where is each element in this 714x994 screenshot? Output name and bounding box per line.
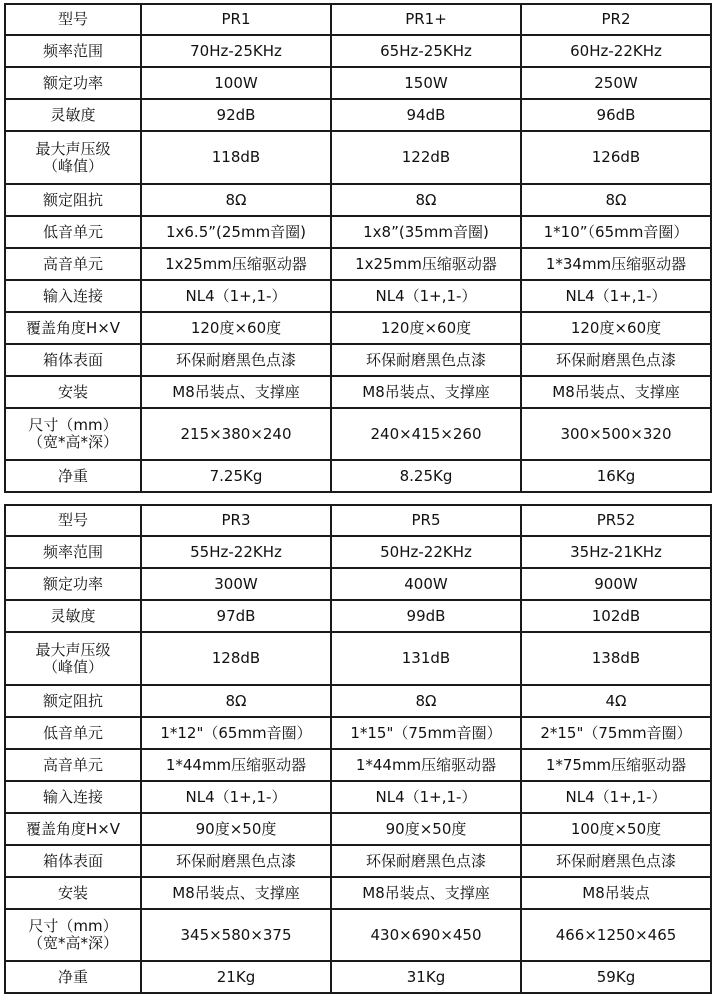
spec-cell-model-1: 1*12"（65mm音圈） (141, 717, 331, 749)
row-label (5, 280, 141, 312)
spec-cell-model-1: 97dB (141, 600, 331, 632)
row-label-line: 最大声压级 (35, 640, 111, 659)
row-label (5, 408, 141, 460)
spec-cell-model-1: 345×580×375 (141, 909, 331, 961)
row-label-line: 低音单元 (42, 222, 103, 241)
spec-row-tweeter (5, 248, 711, 280)
spec-cell-model-3: 59Kg (521, 961, 711, 993)
spec-cell-model-3: 16Kg (521, 460, 711, 492)
row-label (5, 312, 141, 344)
spec-cell-model-2: 1*15"（75mm音圈） (331, 717, 521, 749)
spec-cell-model-2: PR1+ (331, 4, 521, 35)
spec-row-coverage-angle (5, 312, 711, 344)
row-label-line: 灵敏度 (50, 606, 96, 625)
spec-cell-model-3: 1*75mm压缩驱动器 (521, 749, 711, 781)
row-label-line: 净重 (57, 466, 88, 485)
spec-cell-model-1: 90度×50度 (141, 813, 331, 845)
row-label-line: （峰值） (42, 156, 103, 175)
row-label-line: 箱体表面 (42, 350, 103, 369)
spec-cell-model-1: NL4（1+,1-） (141, 280, 331, 312)
spec-row-net-weight (5, 961, 711, 993)
spec-cell-model-2: 131dB (331, 632, 521, 685)
row-label-line: 安装 (57, 382, 88, 401)
spec-cell-model-3: 8Ω (521, 184, 711, 216)
row-label (5, 376, 141, 408)
row-label-line: 输入连接 (42, 286, 103, 305)
spec-cell-model-2: 8.25Kg (331, 460, 521, 492)
spec-cell-model-1: 环保耐磨黑色点漆 (141, 344, 331, 376)
spec-cell-model-1: 8Ω (141, 184, 331, 216)
row-label (5, 813, 141, 845)
spec-row-woofer (5, 216, 711, 248)
spec-cell-model-2: 400W (331, 568, 521, 600)
spec-cell-model-3: NL4（1+,1-） (521, 280, 711, 312)
row-label-line: 最大声压级 (35, 139, 111, 158)
spec-row-rated-power (5, 67, 711, 99)
spec-cell-model-1: M8吊装点、支撑座 (141, 877, 331, 909)
row-label-line: 灵敏度 (50, 105, 96, 124)
row-label-line: 覆盖角度H×V (25, 318, 121, 337)
spec-cell-model-2: 150W (331, 67, 521, 99)
spec-row-tweeter (5, 749, 711, 781)
spec-cell-model-1: 1x6.5”(25mm音圈) (141, 216, 331, 248)
row-label (5, 845, 141, 877)
spec-row-woofer (5, 717, 711, 749)
row-label (5, 685, 141, 717)
row-label-line: 频率范围 (42, 41, 103, 60)
spec-cell-model-3: 466×1250×465 (521, 909, 711, 961)
row-label-line: 尺寸（mm） (28, 917, 118, 935)
spec-table-body (5, 505, 711, 993)
row-label-line: （宽*高*深） (27, 433, 118, 451)
spec-cell-model-3: NL4（1+,1-） (521, 781, 711, 813)
row-label-line: 额定功率 (42, 73, 103, 92)
spec-cell-model-3: M8吊装点 (521, 877, 711, 909)
spec-cell-model-1: 128dB (141, 632, 331, 685)
spec-cell-model-1: M8吊装点、支撑座 (141, 376, 331, 408)
spec-cell-model-1: 1*44mm压缩驱动器 (141, 749, 331, 781)
spec-cell-model-2: 99dB (331, 600, 521, 632)
row-label (5, 632, 141, 685)
row-label (5, 600, 141, 632)
spec-cell-model-3: 环保耐磨黑色点漆 (521, 845, 711, 877)
row-label-line: 安装 (57, 883, 88, 902)
row-label-line: 输入连接 (42, 787, 103, 806)
row-label (5, 781, 141, 813)
spec-cell-model-2: 环保耐磨黑色点漆 (331, 845, 521, 877)
row-label-line: 高音单元 (42, 755, 103, 774)
row-label-line: 高音单元 (42, 254, 103, 273)
spec-cell-model-2: 1x25mm压缩驱动器 (331, 248, 521, 280)
spec-cell-model-2: 8Ω (331, 184, 521, 216)
row-label (5, 536, 141, 568)
spec-cell-model-3: 1*10”（65mm音圈） (521, 216, 711, 248)
spec-cell-model-2: 8Ω (331, 685, 521, 717)
spec-cell-model-2: 1x8”(35mm音圈) (331, 216, 521, 248)
spec-row-frequency-range (5, 35, 711, 67)
spec-row-mounting (5, 376, 711, 408)
spec-cell-model-1: 55Hz-22KHz (141, 536, 331, 568)
row-label-line: （峰值） (42, 657, 103, 676)
spec-cell-model-2: PR5 (331, 505, 521, 536)
spec-table-body (5, 4, 711, 492)
row-label-line: 箱体表面 (42, 851, 103, 870)
row-label (5, 216, 141, 248)
spec-cell-model-1: 8Ω (141, 685, 331, 717)
spec-cell-model-2: 1*44mm压缩驱动器 (331, 749, 521, 781)
spec-row-frequency-range (5, 536, 711, 568)
spec-row-dimensions (5, 408, 711, 460)
spec-cell-model-1: PR1 (141, 4, 331, 35)
spec-row-dimensions (5, 909, 711, 961)
spec-cell-model-3: 900W (521, 568, 711, 600)
spec-cell-model-3: 96dB (521, 99, 711, 131)
spec-cell-model-1: 100W (141, 67, 331, 99)
row-label (5, 909, 141, 961)
row-label (5, 35, 141, 67)
spec-cell-model-2: 122dB (331, 131, 521, 184)
spec-cell-model-3: 138dB (521, 632, 711, 685)
row-label (5, 4, 141, 35)
spec-cell-model-3: 120度×60度 (521, 312, 711, 344)
spec-cell-model-1: 70Hz-25KHz (141, 35, 331, 67)
spec-row-model (5, 505, 711, 536)
spec-cell-model-3: 250W (521, 67, 711, 99)
spec-table-1 (4, 3, 712, 493)
spec-cell-model-2: 240×415×260 (331, 408, 521, 460)
row-label (5, 717, 141, 749)
row-label-line: 频率范围 (42, 542, 103, 561)
spec-cell-model-3: PR2 (521, 4, 711, 35)
spec-cell-model-3: 102dB (521, 600, 711, 632)
spec-cell-model-2: 120度×60度 (331, 312, 521, 344)
spec-cell-model-2: 50Hz-22KHz (331, 536, 521, 568)
spec-row-input-connector (5, 781, 711, 813)
spec-cell-model-1: 120度×60度 (141, 312, 331, 344)
spec-cell-model-3: PR52 (521, 505, 711, 536)
spec-cell-model-2: 94dB (331, 99, 521, 131)
spec-cell-model-2: 90度×50度 (331, 813, 521, 845)
row-label (5, 877, 141, 909)
row-label-line: 覆盖角度H×V (25, 819, 121, 838)
spec-cell-model-1: 300W (141, 568, 331, 600)
spec-row-net-weight (5, 460, 711, 492)
row-label (5, 248, 141, 280)
row-label (5, 131, 141, 184)
spec-row-impedance (5, 685, 711, 717)
spec-cell-model-2: M8吊装点、支撑座 (331, 376, 521, 408)
spec-cell-model-1: 118dB (141, 131, 331, 184)
spec-cell-model-2: M8吊装点、支撑座 (331, 877, 521, 909)
spec-row-cabinet-finish (5, 344, 711, 376)
spec-cell-model-3: 1*34mm压缩驱动器 (521, 248, 711, 280)
spec-cell-model-1: 21Kg (141, 961, 331, 993)
spec-row-sensitivity (5, 99, 711, 131)
spec-cell-model-3: M8吊装点、支撑座 (521, 376, 711, 408)
spec-cell-model-3: 60Hz-22KHz (521, 35, 711, 67)
row-label-line: 额定阻抗 (42, 190, 103, 209)
spec-cell-model-1: 215×380×240 (141, 408, 331, 460)
spec-cell-model-3: 126dB (521, 131, 711, 184)
spec-row-model (5, 4, 711, 35)
row-label (5, 749, 141, 781)
row-label-line: 型号 (57, 511, 88, 529)
spec-cell-model-2: NL4（1+,1-） (331, 781, 521, 813)
spec-cell-model-3: 35Hz-21KHz (521, 536, 711, 568)
spec-cell-model-1: 1x25mm压缩驱动器 (141, 248, 331, 280)
spec-row-cabinet-finish (5, 845, 711, 877)
spec-cell-model-2: 31Kg (331, 961, 521, 993)
spec-cell-model-3: 2*15"（75mm音圈） (521, 717, 711, 749)
spec-cell-model-3: 4Ω (521, 685, 711, 717)
spec-row-input-connector (5, 280, 711, 312)
spec-row-sensitivity (5, 600, 711, 632)
spec-cell-model-1: NL4（1+,1-） (141, 781, 331, 813)
row-label (5, 184, 141, 216)
row-label (5, 961, 141, 993)
spec-cell-model-1: 92dB (141, 99, 331, 131)
row-label-line: 低音单元 (42, 723, 103, 742)
spec-cell-model-2: 65Hz-25KHz (331, 35, 521, 67)
row-label-line: 额定阻抗 (42, 691, 103, 710)
spec-table-2 (4, 504, 712, 994)
spec-cell-model-1: PR3 (141, 505, 331, 536)
row-label (5, 460, 141, 492)
spec-cell-model-3: 环保耐磨黑色点漆 (521, 344, 711, 376)
spec-row-max-spl (5, 632, 711, 685)
spec-cell-model-1: 环保耐磨黑色点漆 (141, 845, 331, 877)
spec-cell-model-1: 7.25Kg (141, 460, 331, 492)
spec-row-rated-power (5, 568, 711, 600)
spec-cell-model-3: 100度×50度 (521, 813, 711, 845)
row-label (5, 505, 141, 536)
row-label-line: 额定功率 (42, 574, 103, 593)
spec-cell-model-2: 环保耐磨黑色点漆 (331, 344, 521, 376)
row-label-line: 净重 (57, 967, 88, 986)
spec-cell-model-3: 300×500×320 (521, 408, 711, 460)
spec-cell-model-2: 430×690×450 (331, 909, 521, 961)
row-label-line: （宽*高*深） (27, 934, 118, 952)
row-label (5, 99, 141, 131)
row-label (5, 344, 141, 376)
row-label (5, 568, 141, 600)
spec-row-mounting (5, 877, 711, 909)
spec-row-coverage-angle (5, 813, 711, 845)
spec-row-impedance (5, 184, 711, 216)
row-label (5, 67, 141, 99)
spec-cell-model-2: NL4（1+,1-） (331, 280, 521, 312)
row-label-line: 型号 (57, 10, 88, 28)
spec-row-max-spl (5, 131, 711, 184)
row-label-line: 尺寸（mm） (28, 416, 118, 434)
